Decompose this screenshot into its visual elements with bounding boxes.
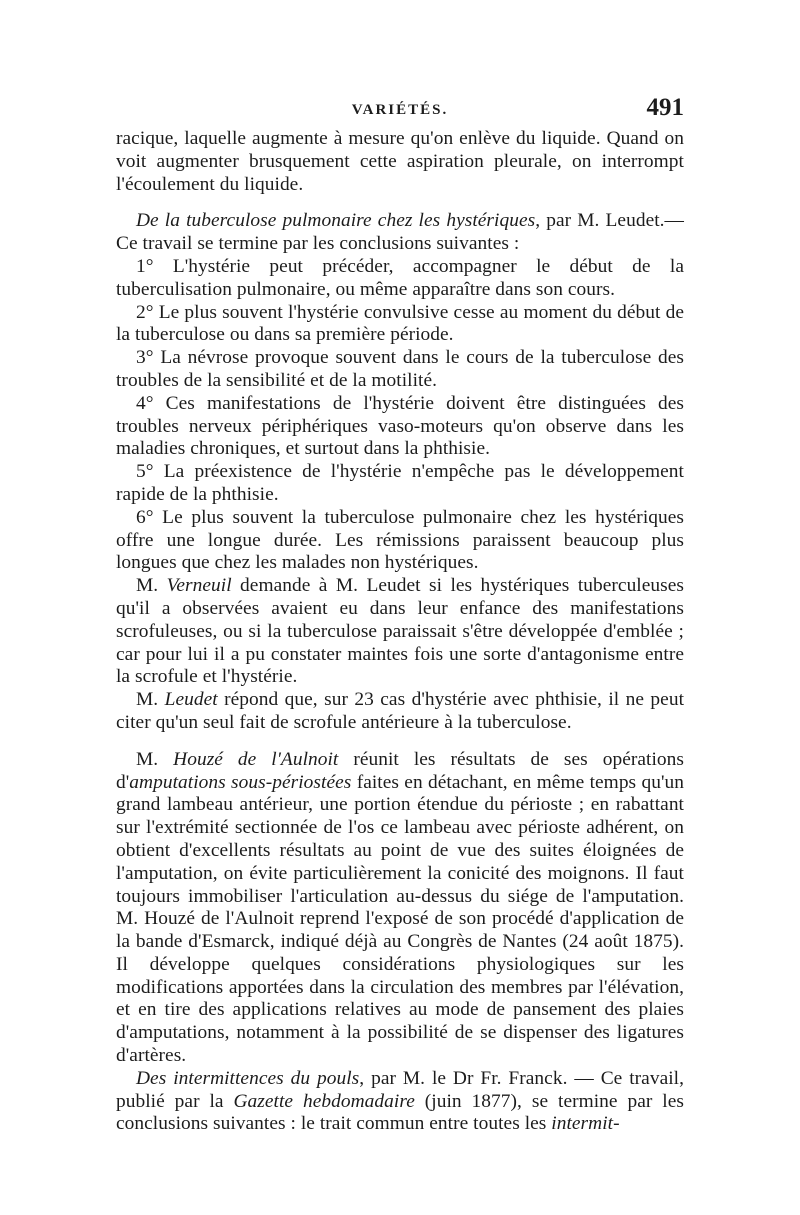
paragraph-franck: Des intermittences du pouls, par M. le Dr Fr. Franck. — Ce travail, publié par la Gazette hebdomadaire (juin 1877), se termine par les conclusions suivantes : le trait commun entre toutes les intermit- <box>116 1067 684 1135</box>
paragraph-continuation: racique, laquelle augmente à mesure qu'on enlève du liquide. Quand on voit augmenter brusquement cette aspiration pleurale, on interrompt l'écoulement du liquide. <box>116 128 684 195</box>
speaker-name: Houzé de l'Aulnoit <box>173 748 339 770</box>
running-title: VARIÉTÉS. <box>351 102 449 118</box>
conclusion-item: 3° La névrose provoque souvent dans le cours de la tuberculose des troubles de la sensibilité et de la motilité. <box>116 347 684 391</box>
section-title: De la tuberculose pulmonaire chez les hystériques <box>136 210 536 232</box>
section-title: Des intermittences du pouls <box>136 1067 360 1089</box>
conclusion-item: 5° La préexistence de l'hystérie n'empêche pas le développement rapide de la phthisie. <box>116 461 684 505</box>
paragraph-text: , par M. Leudet.— Ce travail se termine par les conclusions suivantes : <box>116 210 684 255</box>
speaker-name: Leudet <box>164 689 218 711</box>
conclusion-item: 2° Le plus souvent l'hystérie convulsive cesse au moment du début de la tuberculose ou dans sa première période. <box>116 301 684 346</box>
speaker-name: Verneuil <box>166 575 232 597</box>
paragraph-houze: M. Houzé de l'Aulnoit réunit les résultats de ses opérations d'amputations sous-périostées faites en détachant, en même temps qu'un grand lambeau antérieur, une portion étendue du périoste ; en rabattant sur l'extrémité sectionnée de l'os ce lambeau avec périoste adhérent, on obtient d'excellents résultats au point de vue des suites éloignées de l'amputation, on évite particulièrement la conicité des moignons. Il faut toujours immobiliser l'articulation au-dessus du siége de l'amputation. M. Houzé de l'Aulnoit reprend l'exposé de son procédé d'application de la bande d'Esmarck, indiqué déjà au Congrès de Nantes (24 août 1875). Il développe quelques considérations physiologiques sur les modifications apportées dans la circulation des membres par l'élévation, et en tire des applications relatives au mode de pansement des plaies d'amputations, notamment à la possibilité de se dispenser des ligatures d'artères. <box>116 748 684 1067</box>
conclusion-item: 1° L'hystérie peut précéder, accompagner le début de la tuberculisation pulmonaire, ou même apparaître dans son cours. <box>116 255 684 300</box>
conclusion-item: 4° Ces manifestations de l'hystérie doivent être distinguées des troubles nerveux périphériques vaso-moteurs qu'on observe dans les maladies chroniques, et surtout dans la phthisie. <box>116 392 684 460</box>
paragraph-leudet-reply: M. Leudet répond que, sur 23 cas d'hystérie avec phthisie, il ne peut citer qu'un seul fait de scrofule antérieure à la tuberculose. <box>116 689 685 733</box>
italic-term: amputations sous-périostées <box>129 771 352 793</box>
conclusion-item: 6° Le plus souvent la tuberculose pulmonaire chez les hystériques offre une longue durée. Les rémissions paraissent beaucoup plus longues que chez les malades non hystériques. <box>116 506 684 574</box>
page-number: 491 <box>646 94 684 121</box>
journal-title: Gazette hebdomadaire <box>233 1090 415 1112</box>
paragraph-verneuil: M. Verneuil demande à M. Leudet si les hystériques tuberculeuses qu'il a observées avaient eu dans leur enfance des manifestations scrofuleuses, ou si la tuberculose paraissait s'être développée d'emblée ; car pour lui il a pu constater maintes fois une sorte d'antagonisme entre la scrofule et l'hystérie. <box>116 575 684 688</box>
paragraph-leudet-tuberculose <box>116 210 684 256</box>
body-text <box>116 128 684 1136</box>
document-page <box>116 94 684 1136</box>
running-head <box>116 94 684 128</box>
italic-term: intermit- <box>551 1113 620 1135</box>
